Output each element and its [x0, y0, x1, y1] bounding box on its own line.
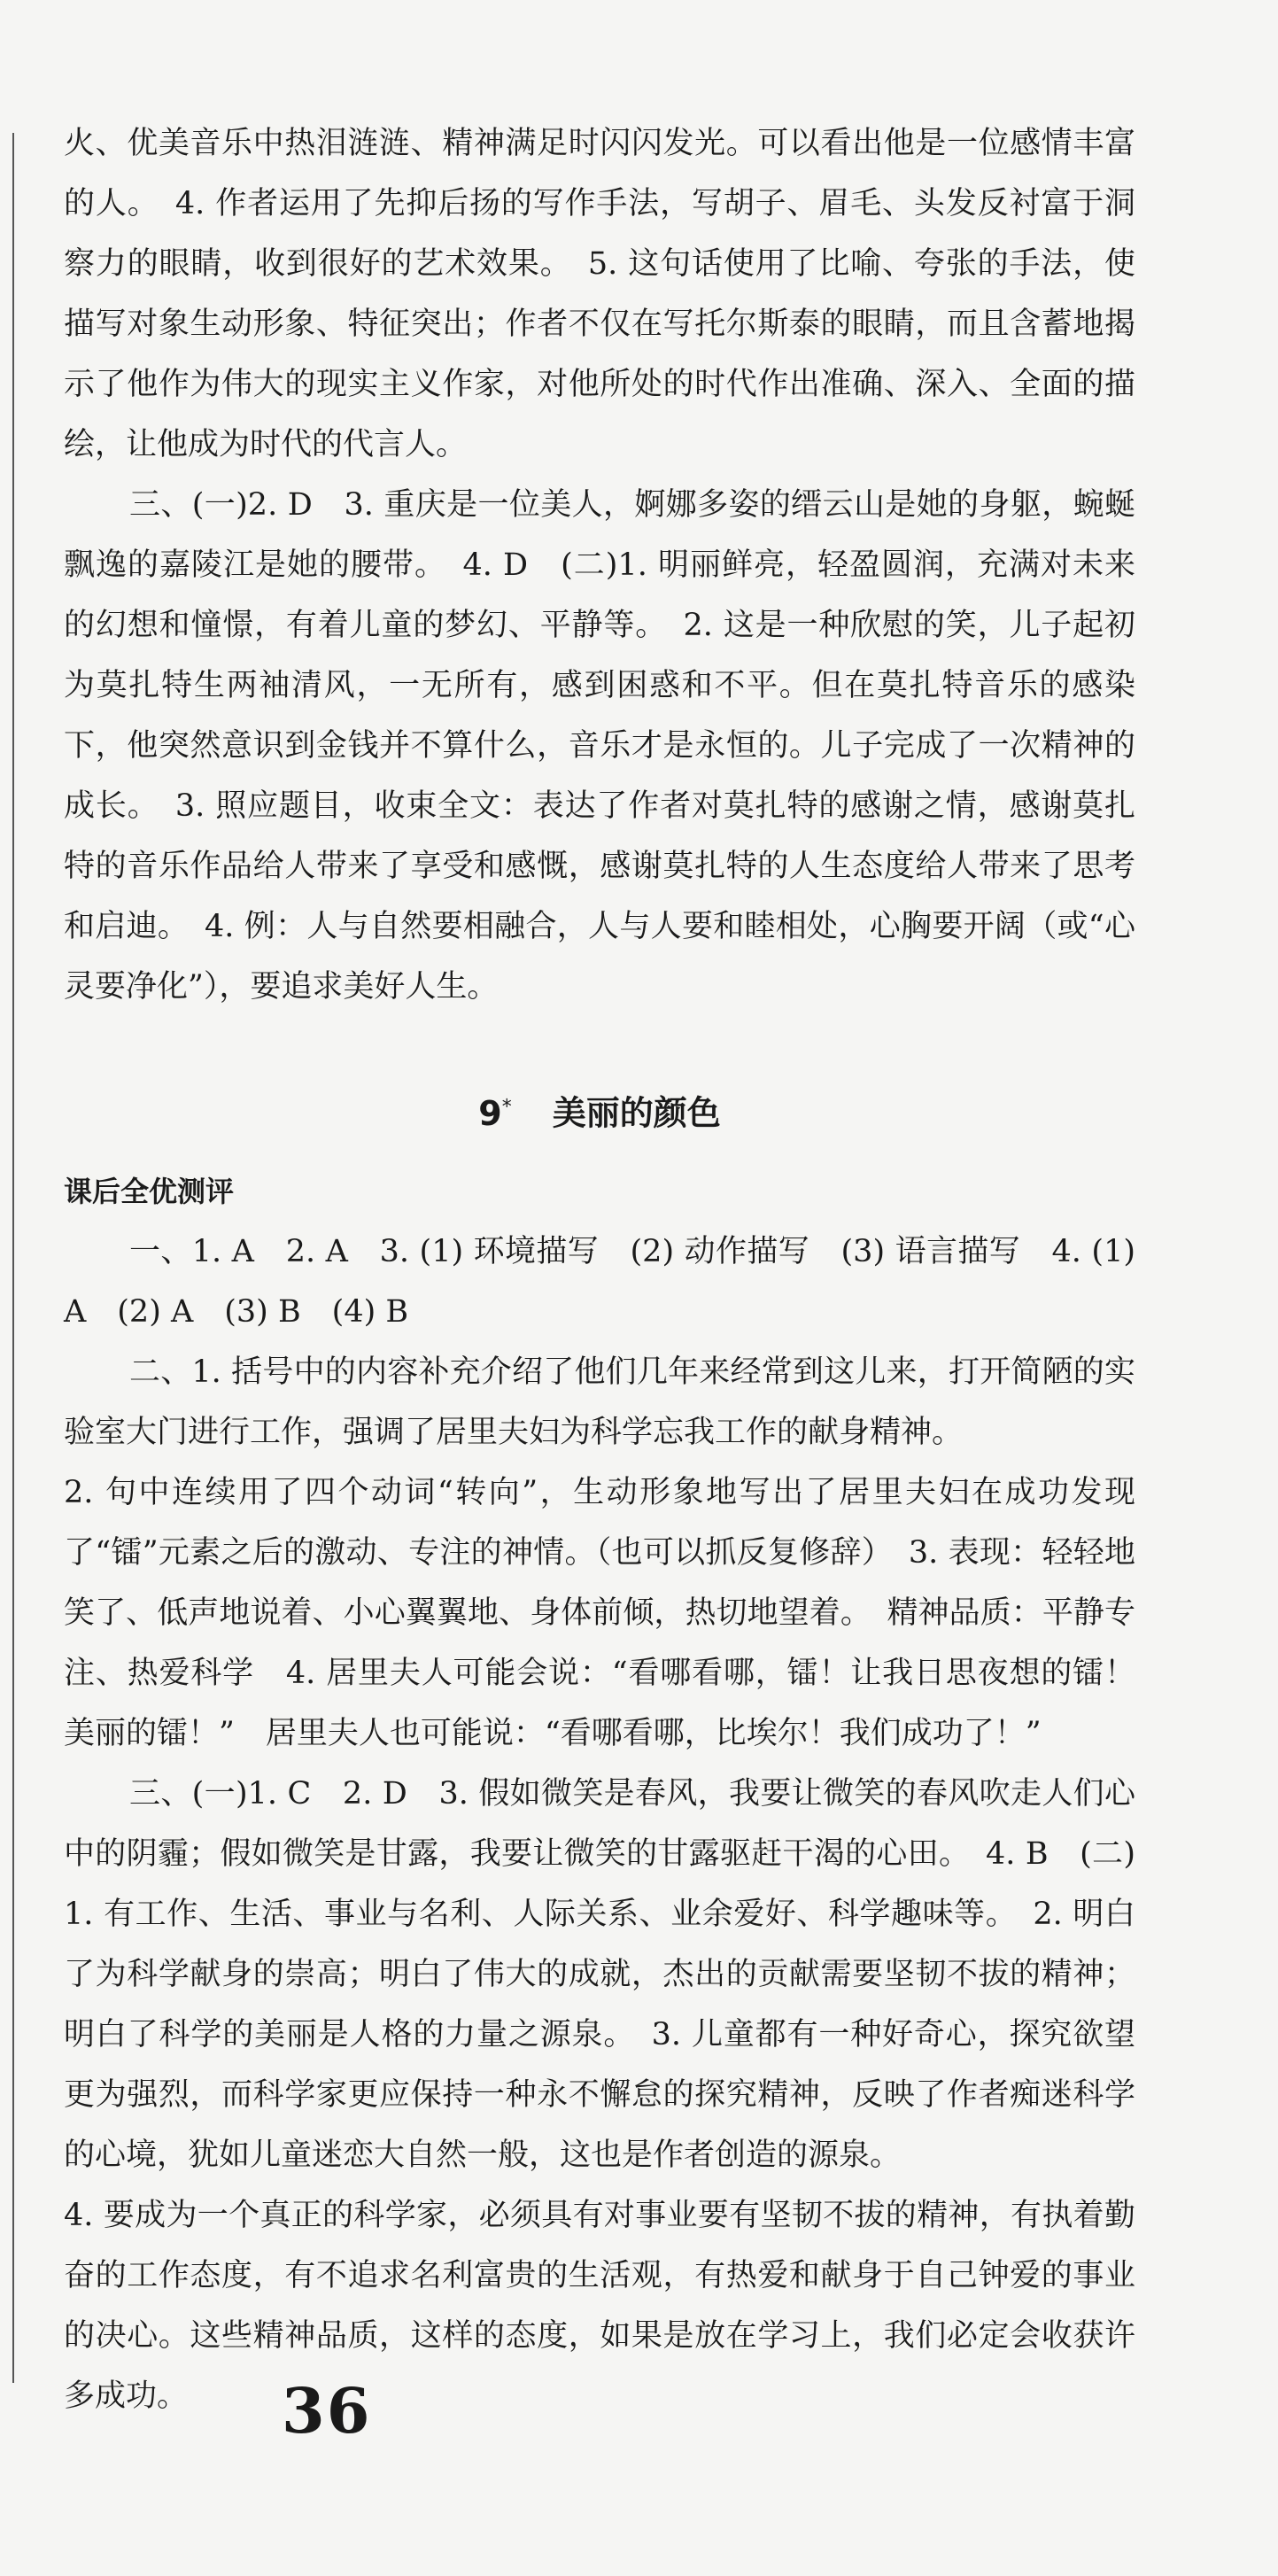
page-number: 36 — [282, 2374, 372, 2448]
lesson-title — [64, 1081, 1135, 1140]
margin-rule — [12, 133, 14, 2383]
answer-paragraph: 三、(一)1. C 2. D 3. 假如微笑是春风，我要让微笑的春风吹走人们心中的阴霾；假如微笑是甘露，我要让微笑的甘露驱赶干渴的心田。 4. B (二)1. 有工作、生活、事业与名利、人际关系、业余爱好、科学趣味等。 2. 明白了为科学献身的崇高；明白了伟大的成就，杰出的贡献需要坚韧不拔的精神；明白了科学的美丽是人格的力量之源泉。 3. 儿童都有一种好奇心，探究欲望更为强烈，而科学家更应保持一种永不懈怠的探究精神，反映了作者痴迷科学的心境，犹如儿童迷恋大自然一般，这也是作者创造的源泉。 — [64, 1775, 1135, 2173]
answer-paragraph: 4. 要成为一个真正的科学家，必须具有对事业要有坚韧不拔的精神，有执着勤奋的工作态度，有不追求名利富贵的生活观，有热爱和献身于自己钟爱的事业的决心。这些精神品质，这样的态度，如果是放在学习上，我们必定会收获许多成功。 — [64, 2197, 1135, 2414]
answer-paragraph: 二、1. 括号中的内容补充介绍了他们几年来经常到这儿来，打开简陋的实验室大门进行工作，强调了居里夫妇为科学忘我工作的献身精神。 — [64, 1354, 1135, 1450]
prev-answer-paragraph: 三、(一)2. D 3. 重庆是一位美人，婀娜多姿的缙云山是她的身躯，蜿蜒飘逸的嘉陵江是她的腰带。 4. D (二)1. 明丽鲜亮，轻盈圆润，充满对未来的幻想和憧憬，有着儿童的梦幻、平静等。 2. 这是一种欣慰的笑，儿子起初为莫扎特生两袖清风，一无所有，感到困惑和不平。但在莫扎特音乐的感染下，他突然意识到金钱并不算什么，音乐才是永恒的。儿子完成了一次精神的成长。 3. 照应题目，收束全文：表达了作者对莫扎特的感谢之情，感谢莫扎特的音乐作品给人带来了享受和感慨，感谢莫扎特的人生态度给人带来了思考和启迪。 4. 例：人与自然要相融合，人与人要和睦相处，心胸要开阔（或“心灵要净化”），要追求美好人生。 — [64, 487, 1135, 1005]
page-content — [64, 113, 1135, 2426]
prev-answer-paragraph: 火、优美音乐中热泪涟涟、精神满足时闪闪发光。可以看出他是一位感情丰富的人。 4. 作者运用了先抑后扬的写作手法，写胡子、眉毛、头发反衬富于洞察力的眼睛，收到很好的艺术效果。 5. 这句话使用了比喻、夸张的手法，使描写对象生动形象、特征突出；作者不仅在写托尔斯泰的眼睛，而且含蓄地揭示了他作为伟大的现实主义作家，对他所处的时代作出准确、深入、全面的描绘，让他成为时代的代言人。 — [64, 126, 1135, 462]
section-subheading: 课后全优测评 — [64, 1174, 235, 1208]
answer-paragraph: 一、1. A 2. A 3. (1) 环境描写 (2) 动作描写 (3) 语言描写 4. (1) A (2) A (3) B (4) B — [64, 1233, 1135, 1330]
lesson-title-text: 美丽的颜色 — [552, 1093, 721, 1133]
lesson-number: 9* — [478, 1093, 512, 1133]
answer-paragraph: 2. 句中连续用了四个动词“转向”，生动形象地写出了居里夫妇在成功发现了“镭”元素之后的激动、专注的神情。（也可以抓反复修辞） 3. 表现：轻轻地笑了、低声地说着、小心翼翼地、身体前倾，热切地望着。 精神品质：平静专注、热爱科学 4. 居里夫人可能会说：“看哪看哪，镭！让我日思夜想的镭！美丽的镭！” 居里夫人也可能说：“看哪看哪，比埃尔！我们成功了！” — [64, 1474, 1135, 1751]
